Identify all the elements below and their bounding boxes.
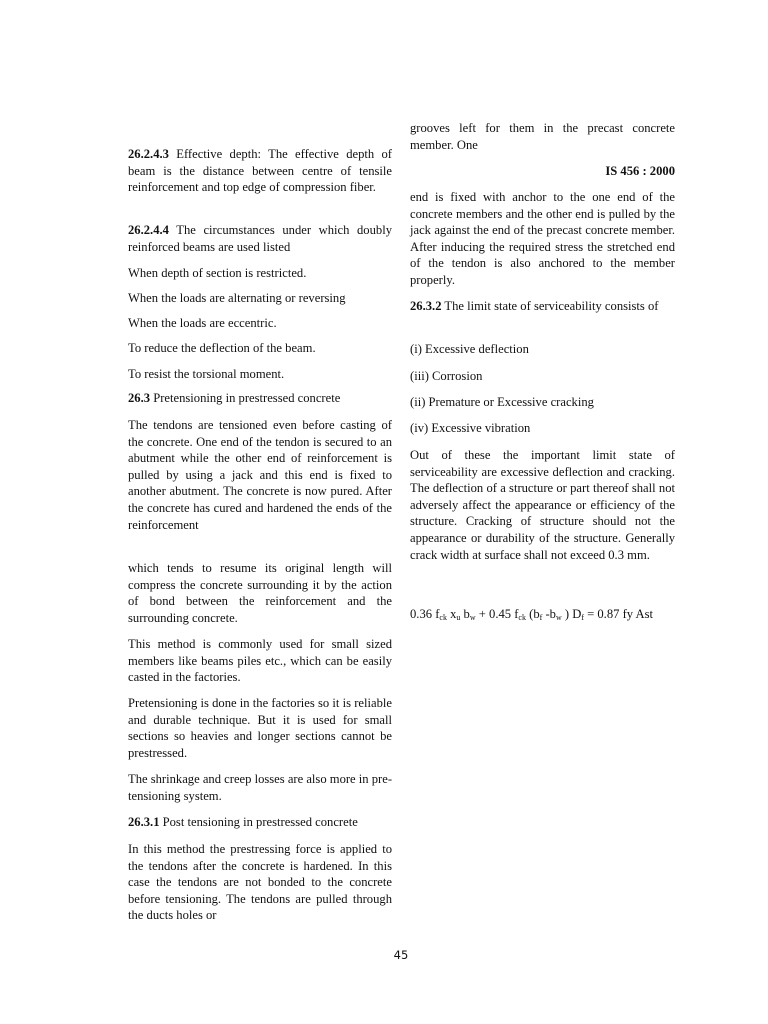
page-number: 45 (393, 948, 409, 962)
list-item: (iii) Corrosion (410, 369, 483, 383)
formula-subscript: w (555, 613, 562, 622)
para-tendons: The tendons are tensioned even before casting of the concrete. One end of the tendon is secured to an abutment while the other end of reinforcement is pulled by using a jack and this end is fixed to another abutment. The concrete is now pured. After the concrete has cured and hardened the ends of the reinforcement (128, 418, 392, 532)
formula-part: + 0.45 f (475, 607, 519, 621)
list-item: To reduce the deflection of the beam. (128, 341, 316, 355)
list-item: (ii) Premature or Excessive cracking (410, 395, 594, 409)
para-serviceability (410, 298, 675, 315)
para-end-fixed: end is fixed with anchor to the one end of the concrete members and the other end is pulled by the jack against the end of the precast concrete member. After inducing the required stress the stretched end of the tendon is also anchored to the member properly. (410, 190, 675, 287)
list-item: When the loads are eccentric. (128, 316, 277, 330)
para-text: Effective depth: The effective depth of beam is the distance between centre of tensile reinforcement and top edge of compression fiber. (128, 147, 392, 195)
formula-subscript: ck (518, 613, 526, 622)
formula-subscript: u (456, 613, 461, 622)
list-item: To resist the torsional moment. (128, 367, 285, 381)
para-compress: which tends to resume its original length will compress the concrete surrounding it by the action of bond between the reinforcement and the surrounding concrete. (128, 561, 392, 625)
list-item: (iv) Excessive vibration (410, 421, 531, 435)
para-factories: Pretensioning is done in the factories so it is reliable and durable technique. But it is used for small sections so heavies and longer sections cannot be prestressed. (128, 696, 392, 760)
para-method: This method is commonly used for small sized members like beams piles etc., which can be easily casted in the factories. (128, 637, 392, 685)
para-post-tensioning: In this method the prestressing force is applied to the tendons after the concrete is hardened. In this case the tendons are not bonded to the concrete before tensioning. The tendons are pulled through the ducts holes or (128, 842, 392, 923)
standard-header: IS 456 : 2000 (605, 164, 675, 178)
formula-subscript: f (539, 613, 543, 622)
heading-post-tensioning (128, 814, 392, 831)
para-grooves: grooves left for them in the precast concrete member. One (410, 121, 675, 152)
para-effective-depth (128, 146, 392, 196)
heading-pretensioning (128, 390, 392, 407)
section-number: 26.2.4.3 (128, 147, 169, 161)
section-number: 26.3.2 (410, 299, 442, 313)
list-item: When the loads are alternating or reversing (128, 291, 346, 305)
formula-subscript: f (581, 613, 584, 622)
para-text: The circumstances under which doubly reinforced beams are used listed (128, 223, 392, 254)
list-item: (i) Excessive deflection (410, 342, 529, 356)
section-number: 26.2.4.4 (128, 223, 169, 237)
formula (410, 606, 675, 627)
formula-part: ) D (561, 607, 582, 621)
formula-subscript: w (469, 613, 476, 622)
para-shrinkage: The shrinkage and creep losses are also more in pre-tensioning system. (128, 772, 393, 803)
section-number: 26.3 (128, 391, 151, 405)
heading-text: Pretensioning in prestressed concrete (150, 391, 341, 405)
list-item: When depth of section is restricted. (128, 266, 307, 280)
formula-part: = 0.87 fy Ast (583, 607, 654, 621)
formula-part: (b (525, 607, 540, 621)
formula-part: b (460, 607, 470, 621)
formula-part: x (446, 607, 457, 621)
para-text: The limit state of serviceability consists of (441, 299, 659, 313)
formula-subscript: ck (439, 613, 447, 622)
section-number: 26.3.1 (128, 815, 160, 829)
formula-part: 0.36 f (410, 607, 440, 621)
heading-text: Post tensioning in prestressed concrete (159, 815, 358, 829)
formula-part: -b (542, 607, 556, 621)
para-doubly-reinforced (128, 222, 392, 255)
para-out-of-these: Out of these the important limit state of serviceability are excessive deflection and cracking. The deflection of a structure or part thereof shall not adversely affect the appearance or efficiency of the structure. Cracking of structure should not the appearance or durability of the structure. Generally crack width at surface shall not exceed 0.3 mm. (410, 448, 675, 562)
